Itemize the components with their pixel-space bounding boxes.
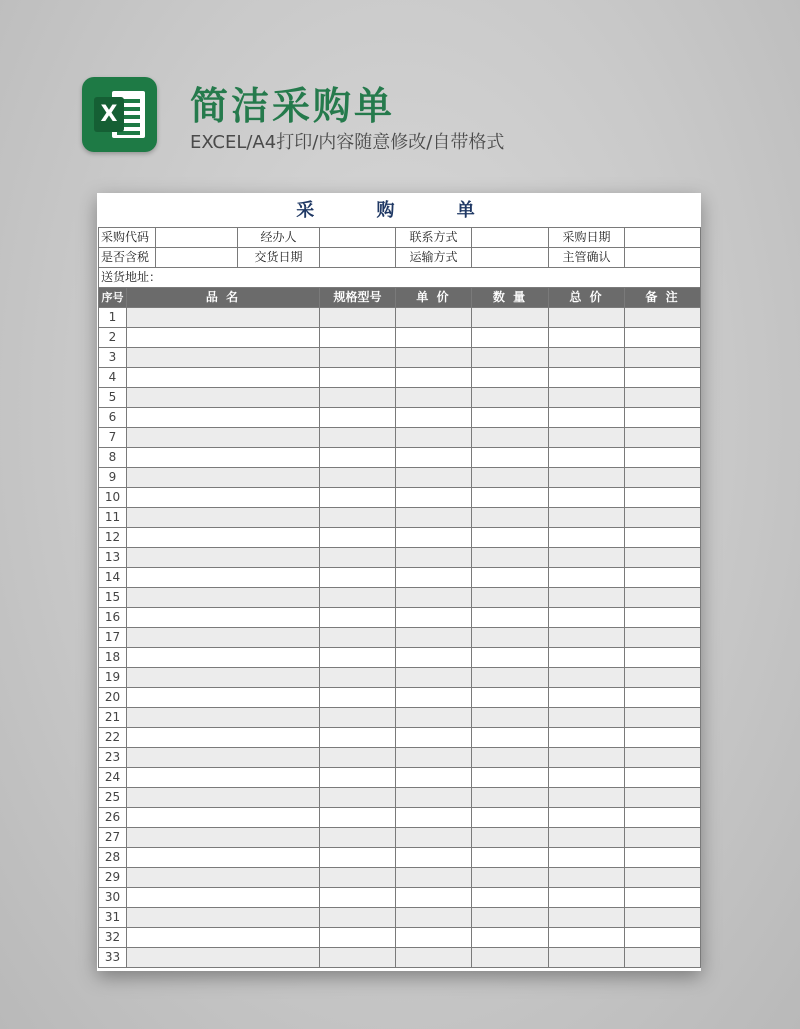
row-number: 21 <box>99 708 127 728</box>
cell-spec[interactable] <box>320 488 396 508</box>
row-number: 17 <box>99 628 127 648</box>
cell-quantity[interactable] <box>472 728 549 748</box>
col-header-unit-price: 单 价 <box>396 288 472 308</box>
table-row <box>99 808 701 828</box>
row-number: 18 <box>99 648 127 668</box>
cell-item-name[interactable] <box>127 488 320 508</box>
cell-unit-price[interactable] <box>396 668 472 688</box>
cell-spec[interactable] <box>320 708 396 728</box>
cell-total-price[interactable] <box>549 388 625 408</box>
cell-remarks[interactable] <box>625 788 701 808</box>
cell-quantity[interactable] <box>472 868 549 888</box>
cell-unit-price[interactable] <box>396 528 472 548</box>
cell-quantity[interactable] <box>472 648 549 668</box>
cell-spec[interactable] <box>320 548 396 568</box>
cell-unit-price[interactable] <box>396 908 472 928</box>
table-row <box>99 408 701 428</box>
label-delivery-address[interactable]: 送货地址： <box>99 268 701 288</box>
table-row <box>99 868 701 888</box>
table-row <box>99 528 701 548</box>
cell-item-name[interactable] <box>127 848 320 868</box>
cell-remarks[interactable] <box>625 368 701 388</box>
cell-spec[interactable] <box>320 868 396 888</box>
cell-remarks[interactable] <box>625 568 701 588</box>
cell-item-name[interactable] <box>127 808 320 828</box>
cell-unit-price[interactable] <box>396 648 472 668</box>
label-supervisor-confirm: 主管确认 <box>549 248 625 268</box>
table-row <box>99 348 701 368</box>
cell-unit-price[interactable] <box>396 808 472 828</box>
row-number: 29 <box>99 868 127 888</box>
table-row <box>99 948 701 968</box>
row-number: 10 <box>99 488 127 508</box>
field-contact[interactable] <box>472 228 549 248</box>
cell-remarks[interactable] <box>625 688 701 708</box>
cell-quantity[interactable] <box>472 628 549 648</box>
row-number: 25 <box>99 788 127 808</box>
cell-quantity[interactable] <box>472 948 549 968</box>
cell-item-name[interactable] <box>127 768 320 788</box>
row-number: 6 <box>99 408 127 428</box>
cell-item-name[interactable] <box>127 948 320 968</box>
cell-item-name[interactable] <box>127 308 320 328</box>
cell-total-price[interactable] <box>549 568 625 588</box>
cell-spec[interactable] <box>320 928 396 948</box>
cell-total-price[interactable] <box>549 928 625 948</box>
cell-remarks[interactable] <box>625 348 701 368</box>
table-body <box>99 308 701 968</box>
cell-unit-price[interactable] <box>396 828 472 848</box>
cell-remarks[interactable] <box>625 888 701 908</box>
cell-remarks[interactable] <box>625 328 701 348</box>
cell-total-price[interactable] <box>549 448 625 468</box>
field-supervisor-confirm[interactable] <box>625 248 701 268</box>
cell-quantity[interactable] <box>472 308 549 328</box>
table-row <box>99 608 701 628</box>
row-number: 8 <box>99 448 127 468</box>
row-number: 19 <box>99 668 127 688</box>
cell-total-price[interactable] <box>549 768 625 788</box>
row-number: 11 <box>99 508 127 528</box>
cell-item-name[interactable] <box>127 628 320 648</box>
col-header-spec: 规格型号 <box>320 288 396 308</box>
cell-total-price[interactable] <box>549 588 625 608</box>
cell-spec[interactable] <box>320 808 396 828</box>
table-row <box>99 788 701 808</box>
label-purchase-date: 采购日期 <box>549 228 625 248</box>
row-number: 27 <box>99 828 127 848</box>
row-number: 20 <box>99 688 127 708</box>
cell-total-price[interactable] <box>549 868 625 888</box>
cell-remarks[interactable] <box>625 708 701 728</box>
cell-item-name[interactable] <box>127 468 320 488</box>
cell-remarks[interactable] <box>625 868 701 888</box>
cell-unit-price[interactable] <box>396 568 472 588</box>
cell-unit-price[interactable] <box>396 368 472 388</box>
row-number: 15 <box>99 588 127 608</box>
row-number: 22 <box>99 728 127 748</box>
cell-spec[interactable] <box>320 748 396 768</box>
page-subtitle: EXCEL/A4打印/内容随意修改/自带格式 <box>190 132 505 153</box>
label-handler: 经办人 <box>238 228 320 248</box>
cell-unit-price[interactable] <box>396 788 472 808</box>
cell-total-price[interactable] <box>549 828 625 848</box>
cell-item-name[interactable] <box>127 508 320 528</box>
cell-quantity[interactable] <box>472 348 549 368</box>
cell-quantity[interactable] <box>472 888 549 908</box>
cell-item-name[interactable] <box>127 828 320 848</box>
cell-quantity[interactable] <box>472 468 549 488</box>
row-number: 30 <box>99 888 127 908</box>
cell-item-name[interactable] <box>127 688 320 708</box>
cell-quantity[interactable] <box>472 328 549 348</box>
cell-remarks[interactable] <box>625 908 701 928</box>
table-row <box>99 548 701 568</box>
cell-spec[interactable] <box>320 328 396 348</box>
row-number: 7 <box>99 428 127 448</box>
cell-total-price[interactable] <box>549 648 625 668</box>
cell-quantity[interactable] <box>472 748 549 768</box>
cell-quantity[interactable] <box>472 428 549 448</box>
cell-unit-price[interactable] <box>396 468 472 488</box>
cell-remarks[interactable] <box>625 768 701 788</box>
cell-unit-price[interactable] <box>396 508 472 528</box>
cell-item-name[interactable] <box>127 428 320 448</box>
cell-item-name[interactable] <box>127 328 320 348</box>
field-delivery-date[interactable] <box>320 248 396 268</box>
cell-remarks[interactable] <box>625 588 701 608</box>
cell-spec[interactable] <box>320 688 396 708</box>
cell-spec[interactable] <box>320 648 396 668</box>
table-row <box>99 308 701 328</box>
cell-remarks[interactable] <box>625 728 701 748</box>
cell-item-name[interactable] <box>127 548 320 568</box>
cell-quantity[interactable] <box>472 608 549 628</box>
col-header-remarks: 备 注 <box>625 288 701 308</box>
table-row <box>99 588 701 608</box>
cell-total-price[interactable] <box>549 508 625 528</box>
excel-app-icon <box>82 77 157 152</box>
row-number: 14 <box>99 568 127 588</box>
cell-total-price[interactable] <box>549 908 625 928</box>
cell-total-price[interactable] <box>549 308 625 328</box>
cell-unit-price[interactable] <box>396 328 472 348</box>
cell-unit-price[interactable] <box>396 888 472 908</box>
cell-spec[interactable] <box>320 308 396 328</box>
cell-remarks[interactable] <box>625 808 701 828</box>
cell-quantity[interactable] <box>472 708 549 728</box>
cell-unit-price[interactable] <box>396 928 472 948</box>
cell-spec[interactable] <box>320 368 396 388</box>
col-header-item-name: 品 名 <box>127 288 320 308</box>
cell-remarks[interactable] <box>625 488 701 508</box>
field-tax-included[interactable] <box>156 248 238 268</box>
cell-unit-price[interactable] <box>396 868 472 888</box>
cell-remarks[interactable] <box>625 408 701 428</box>
cell-remarks[interactable] <box>625 308 701 328</box>
cell-quantity[interactable] <box>472 568 549 588</box>
cell-unit-price[interactable] <box>396 748 472 768</box>
cell-quantity[interactable] <box>472 768 549 788</box>
page-title: 简洁采购单 <box>190 84 396 128</box>
cell-spec[interactable] <box>320 468 396 488</box>
cell-unit-price[interactable] <box>396 608 472 628</box>
cell-item-name[interactable] <box>127 368 320 388</box>
cell-remarks[interactable] <box>625 648 701 668</box>
cell-unit-price[interactable] <box>396 688 472 708</box>
row-number: 26 <box>99 808 127 828</box>
table-row <box>99 648 701 668</box>
table-row <box>99 688 701 708</box>
cell-spec[interactable] <box>320 628 396 648</box>
cell-unit-price[interactable] <box>396 388 472 408</box>
cell-quantity[interactable] <box>472 688 549 708</box>
row-number: 12 <box>99 528 127 548</box>
cell-spec[interactable] <box>320 568 396 588</box>
table-row <box>99 368 701 388</box>
table-row <box>99 668 701 688</box>
cell-spec[interactable] <box>320 728 396 748</box>
cell-remarks[interactable] <box>625 388 701 408</box>
cell-spec[interactable] <box>320 668 396 688</box>
table-row <box>99 768 701 788</box>
cell-total-price[interactable] <box>549 668 625 688</box>
table-row <box>99 908 701 928</box>
field-shipping-method[interactable] <box>472 248 549 268</box>
cell-spec[interactable] <box>320 388 396 408</box>
cell-quantity[interactable] <box>472 408 549 428</box>
table-row <box>99 428 701 448</box>
cell-quantity[interactable] <box>472 668 549 688</box>
table-row <box>99 828 701 848</box>
cell-item-name[interactable] <box>127 408 320 428</box>
cell-quantity[interactable] <box>472 928 549 948</box>
row-number: 16 <box>99 608 127 628</box>
cell-item-name[interactable] <box>127 568 320 588</box>
cell-remarks[interactable] <box>625 668 701 688</box>
cell-quantity[interactable] <box>472 588 549 608</box>
cell-remarks[interactable] <box>625 468 701 488</box>
cell-total-price[interactable] <box>549 948 625 968</box>
cell-remarks[interactable] <box>625 428 701 448</box>
col-header-quantity: 数 量 <box>472 288 549 308</box>
label-purchase-code: 采购代码 <box>99 228 156 248</box>
cell-total-price[interactable] <box>549 788 625 808</box>
cell-remarks[interactable] <box>625 848 701 868</box>
cell-quantity[interactable] <box>472 788 549 808</box>
cell-remarks[interactable] <box>625 628 701 648</box>
col-header-total-price: 总 价 <box>549 288 625 308</box>
label-tax-included: 是否含税 <box>99 248 156 268</box>
purchase-order-table <box>98 195 701 968</box>
cell-spec[interactable] <box>320 408 396 428</box>
label-delivery-date: 交货日期 <box>238 248 320 268</box>
row-number: 4 <box>99 368 127 388</box>
cell-remarks[interactable] <box>625 928 701 948</box>
table-row <box>99 748 701 768</box>
sheet-title: 采 购 单 <box>99 195 701 228</box>
cell-item-name[interactable] <box>127 588 320 608</box>
cell-total-price[interactable] <box>549 548 625 568</box>
cell-total-price[interactable] <box>549 608 625 628</box>
row-number: 31 <box>99 908 127 928</box>
cell-unit-price[interactable] <box>396 948 472 968</box>
cell-total-price[interactable] <box>549 728 625 748</box>
cell-remarks[interactable] <box>625 748 701 768</box>
row-number: 32 <box>99 928 127 948</box>
cell-unit-price[interactable] <box>396 728 472 748</box>
table-row <box>99 708 701 728</box>
cell-total-price[interactable] <box>549 408 625 428</box>
cell-quantity[interactable] <box>472 908 549 928</box>
cell-total-price[interactable] <box>549 808 625 828</box>
cell-item-name[interactable] <box>127 528 320 548</box>
cell-spec[interactable] <box>320 948 396 968</box>
field-handler[interactable] <box>320 228 396 248</box>
table-row <box>99 488 701 508</box>
table-row <box>99 728 701 748</box>
table-row <box>99 928 701 948</box>
app-icon-letter: X <box>94 97 124 132</box>
row-number: 3 <box>99 348 127 368</box>
cell-quantity[interactable] <box>472 848 549 868</box>
table-row <box>99 628 701 648</box>
cell-spec[interactable] <box>320 828 396 848</box>
cell-spec[interactable] <box>320 348 396 368</box>
cell-item-name[interactable] <box>127 348 320 368</box>
table-row <box>99 848 701 868</box>
table-row <box>99 508 701 528</box>
row-number: 13 <box>99 548 127 568</box>
cell-quantity[interactable] <box>472 508 549 528</box>
table-row <box>99 888 701 908</box>
cell-total-price[interactable] <box>549 368 625 388</box>
table-row <box>99 568 701 588</box>
cell-item-name[interactable] <box>127 928 320 948</box>
cell-remarks[interactable] <box>625 608 701 628</box>
cell-item-name[interactable] <box>127 448 320 468</box>
cell-quantity[interactable] <box>472 828 549 848</box>
row-number: 9 <box>99 468 127 488</box>
cell-total-price[interactable] <box>549 708 625 728</box>
cell-item-name[interactable] <box>127 748 320 768</box>
cell-remarks[interactable] <box>625 548 701 568</box>
row-number: 28 <box>99 848 127 868</box>
cell-unit-price[interactable] <box>396 448 472 468</box>
cell-unit-price[interactable] <box>396 488 472 508</box>
cell-quantity[interactable] <box>472 808 549 828</box>
table-row <box>99 328 701 348</box>
cell-unit-price[interactable] <box>396 708 472 728</box>
cell-spec[interactable] <box>320 888 396 908</box>
col-header-index: 序号 <box>99 288 127 308</box>
cell-unit-price[interactable] <box>396 848 472 868</box>
cell-total-price[interactable] <box>549 528 625 548</box>
label-shipping-method: 运输方式 <box>396 248 472 268</box>
cell-total-price[interactable] <box>549 748 625 768</box>
cell-total-price[interactable] <box>549 488 625 508</box>
row-number: 23 <box>99 748 127 768</box>
cell-unit-price[interactable] <box>396 308 472 328</box>
cell-unit-price[interactable] <box>396 348 472 368</box>
cell-quantity[interactable] <box>472 528 549 548</box>
table-row <box>99 388 701 408</box>
cell-remarks[interactable] <box>625 528 701 548</box>
row-number: 24 <box>99 768 127 788</box>
row-number: 2 <box>99 328 127 348</box>
cell-spec[interactable] <box>320 448 396 468</box>
cell-item-name[interactable] <box>127 608 320 628</box>
cell-quantity[interactable] <box>472 548 549 568</box>
cell-spec[interactable] <box>320 768 396 788</box>
cell-total-price[interactable] <box>549 468 625 488</box>
label-contact: 联系方式 <box>396 228 472 248</box>
field-purchase-date[interactable] <box>625 228 701 248</box>
cell-total-price[interactable] <box>549 888 625 908</box>
cell-unit-price[interactable] <box>396 768 472 788</box>
purchase-order-sheet <box>97 193 701 971</box>
cell-item-name[interactable] <box>127 388 320 408</box>
cell-item-name[interactable] <box>127 648 320 668</box>
cell-quantity[interactable] <box>472 448 549 468</box>
cell-item-name[interactable] <box>127 708 320 728</box>
cell-item-name[interactable] <box>127 788 320 808</box>
table-row <box>99 448 701 468</box>
cell-total-price[interactable] <box>549 688 625 708</box>
cell-quantity[interactable] <box>472 388 549 408</box>
table-row <box>99 468 701 488</box>
field-purchase-code[interactable] <box>156 228 238 248</box>
cell-item-name[interactable] <box>127 908 320 928</box>
row-number: 5 <box>99 388 127 408</box>
cell-unit-price[interactable] <box>396 548 472 568</box>
cell-total-price[interactable] <box>549 628 625 648</box>
cell-item-name[interactable] <box>127 868 320 888</box>
cell-item-name[interactable] <box>127 728 320 748</box>
cell-total-price[interactable] <box>549 348 625 368</box>
cell-item-name[interactable] <box>127 888 320 908</box>
cell-spec[interactable] <box>320 848 396 868</box>
cell-spec[interactable] <box>320 428 396 448</box>
cell-total-price[interactable] <box>549 428 625 448</box>
cell-spec[interactable] <box>320 608 396 628</box>
cell-remarks[interactable] <box>625 508 701 528</box>
cell-spec[interactable] <box>320 528 396 548</box>
cell-spec[interactable] <box>320 908 396 928</box>
cell-quantity[interactable] <box>472 368 549 388</box>
cell-unit-price[interactable] <box>396 628 472 648</box>
cell-spec[interactable] <box>320 508 396 528</box>
cell-quantity[interactable] <box>472 488 549 508</box>
cell-remarks[interactable] <box>625 948 701 968</box>
row-number: 1 <box>99 308 127 328</box>
cell-total-price[interactable] <box>549 848 625 868</box>
cell-item-name[interactable] <box>127 668 320 688</box>
cell-unit-price[interactable] <box>396 588 472 608</box>
cell-total-price[interactable] <box>549 328 625 348</box>
cell-remarks[interactable] <box>625 448 701 468</box>
cell-remarks[interactable] <box>625 828 701 848</box>
row-number: 33 <box>99 948 127 968</box>
cell-spec[interactable] <box>320 788 396 808</box>
cell-spec[interactable] <box>320 588 396 608</box>
cell-unit-price[interactable] <box>396 428 472 448</box>
cell-unit-price[interactable] <box>396 408 472 428</box>
